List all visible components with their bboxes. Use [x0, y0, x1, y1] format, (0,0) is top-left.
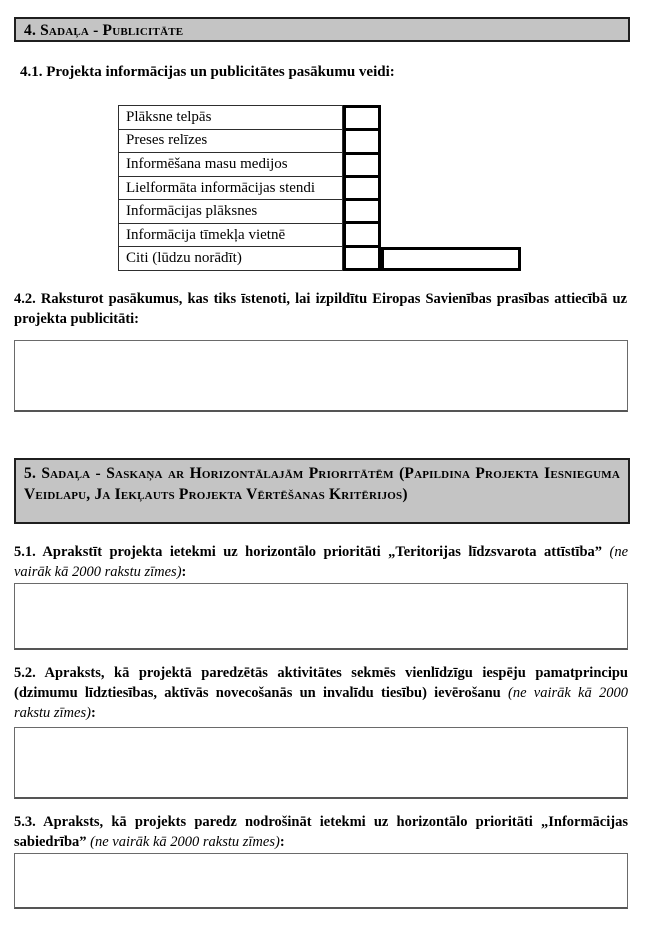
- checkbox-lielformata-stendi[interactable]: [346, 178, 378, 201]
- publicity-types-table: [118, 105, 521, 271]
- question-5-3-note: (ne vairāk kā 2000 rakstu zīmes): [90, 834, 280, 850]
- question-5-2-colon: :: [90, 705, 96, 721]
- citi-other-input[interactable]: [381, 247, 521, 271]
- question-4-2-textbox[interactable]: [14, 340, 628, 412]
- table-row-label: Informācijas plāksnes: [119, 200, 342, 224]
- table-row-label: Citi (lūdzu norādīt): [126, 250, 242, 267]
- question-5-3-textbox[interactable]: [14, 853, 628, 909]
- question-4-1-label: 4.1. Projekta informācijas un publicitātes pasākumu veidi:: [20, 64, 395, 80]
- table-row-label: Informēšana masu medijos: [119, 153, 342, 177]
- checkbox-informesana-masu-medijos[interactable]: [346, 155, 378, 178]
- question-5-1-textbox[interactable]: [14, 583, 628, 650]
- checkbox-column: [343, 105, 381, 271]
- checkbox-preses-relizes[interactable]: [346, 131, 378, 154]
- question-5-2-text: 5.2. Apraksts, kā projektā paredzētās aktivitātes sekmēs vienlīdzīgu iespēju pamatprincipu (dzimumu līdztiesības, aktīvās novecošanās un invalīdu tiesību) ievērošanu: [14, 665, 628, 701]
- question-5-2-note: (ne vairāk kā 2000 rakstu zīmes): [14, 685, 628, 721]
- question-4-2-label: 4.2. Raksturot pasākumus, kas tiks īstenoti, lai izpildītu Eiropas Savienības prasības attiecībā uz projekta publicitāti:: [14, 291, 627, 327]
- section-4-header: 4. Sadaļa - Publicitāte: [14, 17, 630, 42]
- question-5-2-label: [14, 663, 628, 723]
- question-5-3-text: 5.3. Apraksts, kā projekts paredz nodrošināt ietekmi uz horizontālo prioritāti „Informācijas sabiedrība”: [14, 814, 628, 850]
- checkbox-timekla-vietne[interactable]: [346, 224, 378, 247]
- question-5-3-label: [14, 812, 628, 852]
- checkbox-citi[interactable]: [346, 248, 378, 268]
- publicity-type-labels: [118, 105, 343, 271]
- checkbox-plaksne-telpas[interactable]: [346, 108, 378, 131]
- checkbox-informacijas-plaksnes[interactable]: [346, 201, 378, 224]
- table-row-label: Plāksne telpās: [119, 106, 342, 130]
- table-row-label: Informācija tīmekļa vietnē: [119, 224, 342, 248]
- table-row-label: Lielformāta informācijas stendi: [119, 177, 342, 201]
- table-row-label: Preses relīzes: [119, 130, 342, 154]
- question-5-1-colon: :: [181, 564, 187, 580]
- question-5-1-text: 5.1. Aprakstīt projekta ietekmi uz horizontālo prioritāti „Teritorijas līdzsvarota attīstība”: [14, 544, 610, 560]
- question-5-1-note: (ne vairāk kā 2000 rakstu zīmes): [14, 544, 628, 580]
- question-5-1-label: [14, 542, 628, 582]
- question-5-2-textbox[interactable]: [14, 727, 628, 799]
- section-5-header: 5. Sadaļa - Saskaņa ar Horizontālajām Prioritātēm (Papildina Projekta Iesnieguma Veidlapu, Ja Iekļauts Projekta Vērtēšanas Kritērijos): [14, 458, 630, 524]
- question-5-3-colon: :: [279, 834, 285, 850]
